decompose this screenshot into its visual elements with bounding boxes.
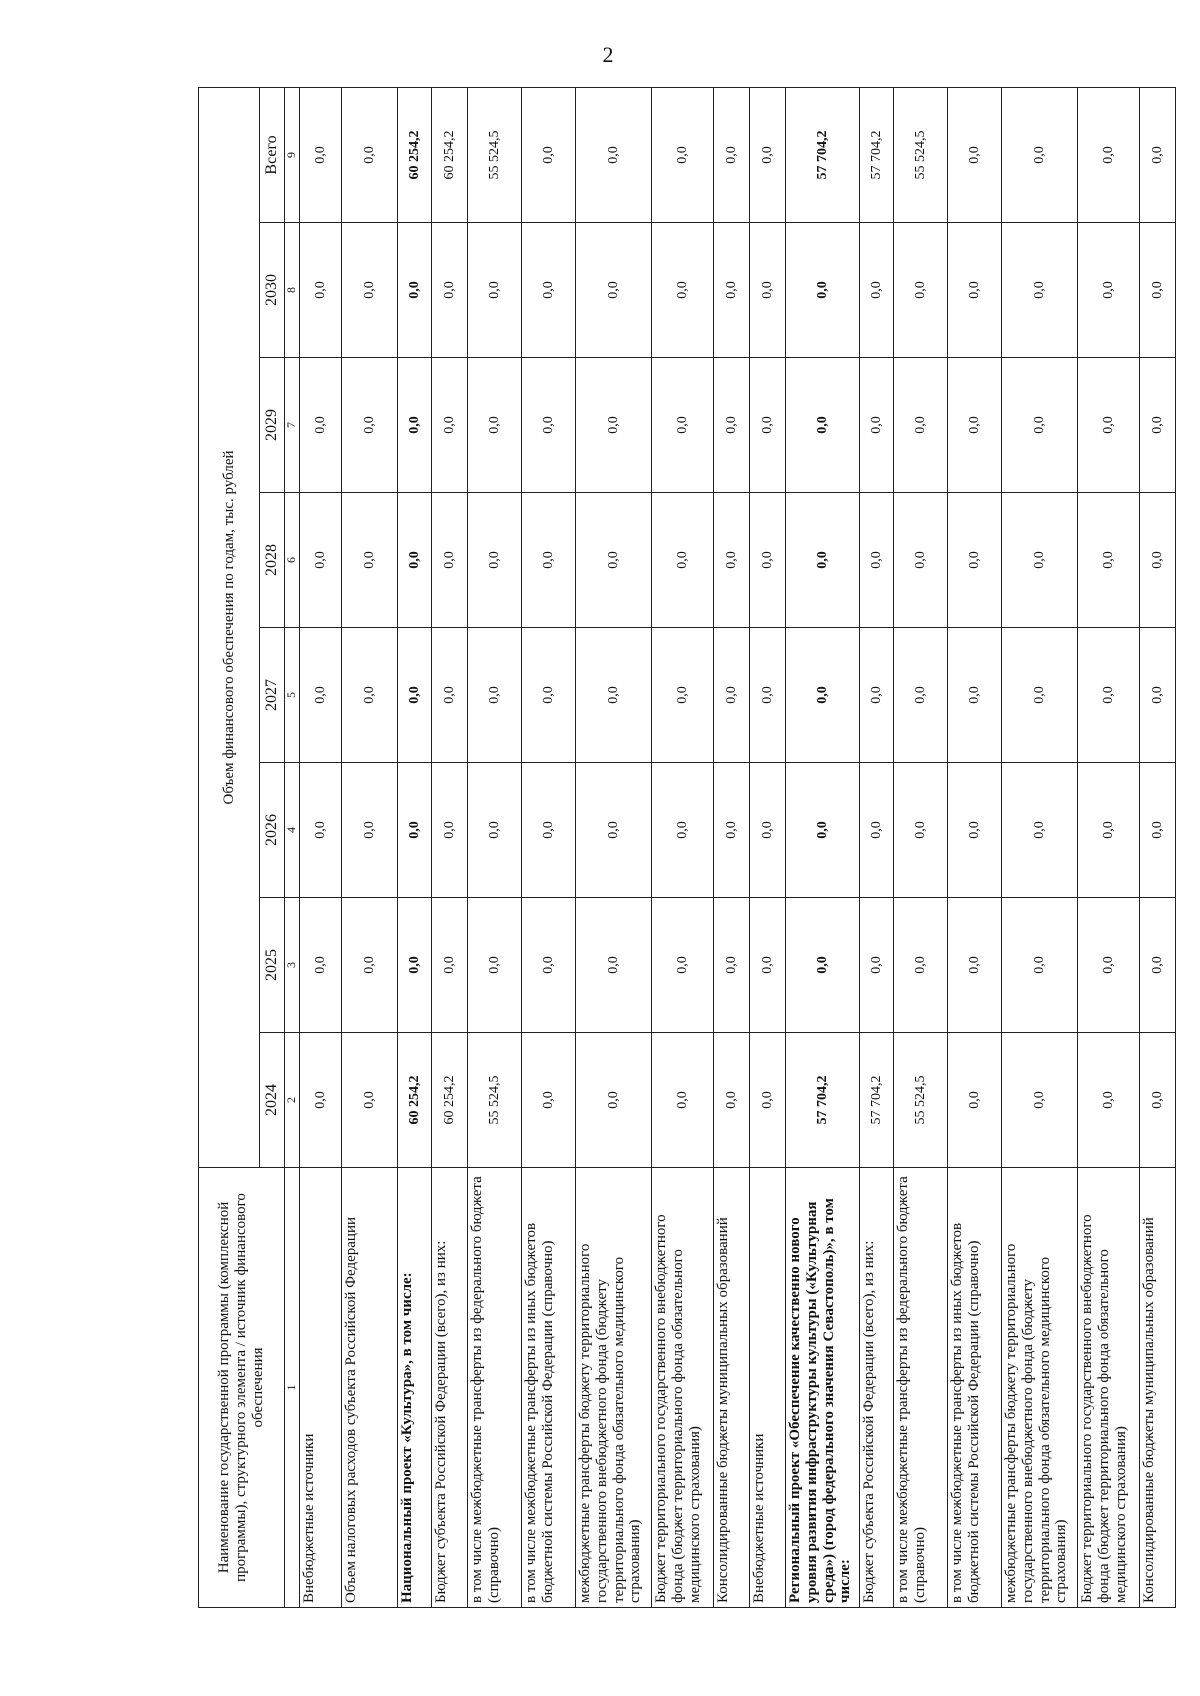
- value-cell: 0,0: [750, 763, 786, 898]
- value-cell: 0,0: [1140, 1033, 1176, 1168]
- value-cell: 0,0: [652, 358, 714, 493]
- value-cell: 0,0: [398, 763, 432, 898]
- table-row: [786, 87, 860, 1607]
- column-number: 8: [285, 223, 300, 358]
- table-row: [300, 87, 342, 1607]
- table-row: [894, 87, 948, 1607]
- value-cell: 0,0: [894, 763, 948, 898]
- header-row-1: [199, 87, 260, 1607]
- total-cell: 0,0: [522, 87, 576, 222]
- row-label: Объем налоговых расходов субъекта Российской Федерации: [342, 1168, 398, 1608]
- value-cell: 0,0: [398, 358, 432, 493]
- value-cell: 0,0: [948, 358, 1002, 493]
- value-cell: 0,0: [576, 223, 652, 358]
- total-cell: 0,0: [948, 87, 1002, 222]
- row-label: Бюджет субъекта Российской Федерации (всего), из них:: [860, 1168, 894, 1608]
- table-body: [300, 87, 1176, 1607]
- table-row: [342, 87, 398, 1607]
- table-row: [860, 87, 894, 1607]
- row-label: в том числе межбюджетные трансферты из иных бюджетов бюджетной системы Российской Федерации (справочно): [522, 1168, 576, 1608]
- table-row: [432, 87, 468, 1607]
- year-header: 2028: [260, 493, 285, 628]
- value-cell: 0,0: [750, 898, 786, 1033]
- value-cell: 0,0: [1140, 358, 1176, 493]
- value-cell: 0,0: [948, 223, 1002, 358]
- value-cell: 0,0: [342, 223, 398, 358]
- value-cell: 0,0: [714, 493, 750, 628]
- value-cell: 0,0: [652, 223, 714, 358]
- value-cell: 0,0: [750, 358, 786, 493]
- table-row: [652, 87, 714, 1607]
- total-cell: 0,0: [1078, 87, 1140, 222]
- value-cell: 0,0: [342, 358, 398, 493]
- value-cell: 0,0: [576, 493, 652, 628]
- value-cell: 0,0: [1078, 898, 1140, 1033]
- value-cell: 0,0: [750, 493, 786, 628]
- column-number: 4: [285, 763, 300, 898]
- value-cell: 57 704,2: [860, 1033, 894, 1168]
- value-cell: 0,0: [1078, 763, 1140, 898]
- value-cell: 0,0: [1002, 628, 1078, 763]
- year-header: 2025: [260, 898, 285, 1033]
- value-cell: 0,0: [300, 493, 342, 628]
- value-cell: 0,0: [786, 493, 860, 628]
- total-cell: 0,0: [1140, 87, 1176, 222]
- value-cell: 0,0: [398, 493, 432, 628]
- column-number: 9: [285, 87, 300, 222]
- value-cell: 0,0: [398, 898, 432, 1033]
- total-cell: 55 524,5: [894, 87, 948, 222]
- row-label: Консолидированные бюджеты муниципальных образований: [1140, 1168, 1176, 1608]
- value-cell: 57 704,2: [786, 1033, 860, 1168]
- value-cell: 0,0: [1140, 763, 1176, 898]
- total-cell: 0,0: [750, 87, 786, 222]
- value-cell: 0,0: [714, 223, 750, 358]
- value-cell: 0,0: [1140, 628, 1176, 763]
- value-cell: 0,0: [750, 223, 786, 358]
- value-cell: 0,0: [468, 763, 522, 898]
- value-cell: 0,0: [432, 358, 468, 493]
- value-cell: 0,0: [576, 1033, 652, 1168]
- value-cell: 60 254,2: [432, 1033, 468, 1168]
- value-cell: 0,0: [894, 223, 948, 358]
- table-row: [522, 87, 576, 1607]
- value-cell: 0,0: [652, 493, 714, 628]
- value-cell: 0,0: [300, 628, 342, 763]
- value-cell: 0,0: [1002, 493, 1078, 628]
- page-number: 2: [602, 42, 614, 67]
- value-cell: 0,0: [948, 493, 1002, 628]
- header-row-col-numbers: [285, 87, 300, 1607]
- value-cell: 0,0: [652, 898, 714, 1033]
- row-label: Внебюджетные источники: [300, 1168, 342, 1608]
- value-cell: 0,0: [522, 898, 576, 1033]
- value-cell: 0,0: [342, 898, 398, 1033]
- year-header: 2026: [260, 763, 285, 898]
- row-label: Бюджет субъекта Российской Федерации (всего), из них:: [432, 1168, 468, 1608]
- value-cell: 0,0: [576, 763, 652, 898]
- value-cell: 0,0: [576, 358, 652, 493]
- row-label: Бюджет территориального государственного внебюджетного фонда (бюджет территориального фонда обязательного медицинского страхования): [1078, 1168, 1140, 1608]
- value-cell: 0,0: [1078, 493, 1140, 628]
- row-label: Консолидированные бюджеты муниципальных образований: [714, 1168, 750, 1608]
- total-header: Всего: [260, 87, 285, 222]
- value-cell: 55 524,5: [468, 1033, 522, 1168]
- value-cell: 0,0: [652, 628, 714, 763]
- column-number: 6: [285, 493, 300, 628]
- value-cell: 0,0: [948, 628, 1002, 763]
- value-cell: 0,0: [522, 223, 576, 358]
- row-label: межбюджетные трансферты бюджету территориального государственного внебюджетного фонда (бюджету территориального фонда обязательного медицинского страхования): [1002, 1168, 1078, 1608]
- value-cell: 0,0: [786, 358, 860, 493]
- total-cell: 0,0: [576, 87, 652, 222]
- value-cell: 0,0: [432, 763, 468, 898]
- value-cell: 0,0: [860, 358, 894, 493]
- value-cell: 0,0: [1002, 223, 1078, 358]
- row-label: в том числе межбюджетные трансферты из иных бюджетов бюджетной системы Российской Федерации (справочно): [948, 1168, 1002, 1608]
- table-row: [576, 87, 652, 1607]
- value-cell: 0,0: [860, 223, 894, 358]
- total-cell: 0,0: [300, 87, 342, 222]
- value-cell: 0,0: [860, 493, 894, 628]
- value-cell: 0,0: [860, 628, 894, 763]
- value-cell: 0,0: [948, 1033, 1002, 1168]
- row-label: Внебюджетные источники: [750, 1168, 786, 1608]
- value-cell: 0,0: [468, 628, 522, 763]
- table-row: [948, 87, 1002, 1607]
- value-cell: 0,0: [1140, 898, 1176, 1033]
- value-cell: 0,0: [432, 223, 468, 358]
- value-cell: 0,0: [576, 898, 652, 1033]
- value-cell: 0,0: [860, 763, 894, 898]
- value-cell: 0,0: [1078, 628, 1140, 763]
- value-cell: 0,0: [300, 898, 342, 1033]
- value-cell: 0,0: [522, 1033, 576, 1168]
- value-cell: 0,0: [652, 1033, 714, 1168]
- value-cell: 0,0: [750, 1033, 786, 1168]
- table-row: [750, 87, 786, 1607]
- value-cell: 0,0: [342, 1033, 398, 1168]
- value-cell: 0,0: [786, 628, 860, 763]
- table-row: [1078, 87, 1140, 1607]
- row-label: в том числе межбюджетные трансферты из федерального бюджета (справочно): [468, 1168, 522, 1608]
- column-number: 1: [285, 1168, 300, 1608]
- value-cell: 0,0: [300, 358, 342, 493]
- table-row: [468, 87, 522, 1607]
- value-cell: 0,0: [300, 763, 342, 898]
- total-cell: 0,0: [652, 87, 714, 222]
- value-cell: 0,0: [1002, 1033, 1078, 1168]
- total-cell: 60 254,2: [398, 87, 432, 222]
- value-cell: 0,0: [714, 628, 750, 763]
- value-cell: 0,0: [894, 898, 948, 1033]
- row-label: в том числе межбюджетные трансферты из федерального бюджета (справочно): [894, 1168, 948, 1608]
- value-cell: 0,0: [714, 763, 750, 898]
- value-cell: 0,0: [468, 358, 522, 493]
- value-cell: 0,0: [1140, 223, 1176, 358]
- value-cell: 0,0: [300, 223, 342, 358]
- value-cell: 60 254,2: [398, 1033, 432, 1168]
- value-cell: 0,0: [786, 223, 860, 358]
- row-label: Бюджет территориального государственного внебюджетного фонда (бюджет территориального фонда обязательного медицинского страхования): [652, 1168, 714, 1608]
- value-cell: 0,0: [714, 898, 750, 1033]
- value-cell: 0,0: [1002, 763, 1078, 898]
- value-cell: 0,0: [522, 628, 576, 763]
- value-cell: 0,0: [522, 358, 576, 493]
- name-column-header: Наименование государственной программы (комплексной программы), структурного элемента / источник финансового обеспечения: [199, 1168, 285, 1608]
- column-number: 2: [285, 1033, 300, 1168]
- year-header: 2024: [260, 1033, 285, 1168]
- rotated-table-wrapper: [198, 88, 1165, 1608]
- value-cell: 0,0: [1140, 493, 1176, 628]
- value-cell: 0,0: [786, 898, 860, 1033]
- value-cell: 0,0: [468, 898, 522, 1033]
- total-cell: 0,0: [714, 87, 750, 222]
- row-label: Региональный проект «Обеспечение качественно нового уровня развития инфраструктуры культуры («Культурная среда») (город федерального значения Севастополь)», в том числе:: [786, 1168, 860, 1608]
- column-number: 5: [285, 628, 300, 763]
- table-row: [1002, 87, 1078, 1607]
- value-cell: 0,0: [714, 1033, 750, 1168]
- value-cell: 0,0: [714, 358, 750, 493]
- value-cell: 0,0: [342, 628, 398, 763]
- value-cell: 0,0: [1002, 358, 1078, 493]
- value-cell: 0,0: [1002, 898, 1078, 1033]
- value-cell: 0,0: [576, 628, 652, 763]
- value-cell: 0,0: [948, 898, 1002, 1033]
- value-cell: 0,0: [750, 628, 786, 763]
- row-label: межбюджетные трансферты бюджету территориального государственного внебюджетного фонда (бюджету территориального фонда обязательного медицинского страхования): [576, 1168, 652, 1608]
- value-cell: 55 524,5: [894, 1033, 948, 1168]
- column-number: 7: [285, 358, 300, 493]
- value-cell: 0,0: [652, 763, 714, 898]
- total-cell: 0,0: [1002, 87, 1078, 222]
- value-cell: 0,0: [342, 763, 398, 898]
- value-cell: 0,0: [468, 223, 522, 358]
- value-cell: 0,0: [860, 898, 894, 1033]
- value-cell: 0,0: [1078, 223, 1140, 358]
- table-row: [1140, 87, 1176, 1607]
- value-cell: 0,0: [786, 763, 860, 898]
- value-cell: 0,0: [948, 763, 1002, 898]
- value-cell: 0,0: [432, 493, 468, 628]
- total-cell: 57 704,2: [786, 87, 860, 222]
- value-cell: 0,0: [1078, 1033, 1140, 1168]
- value-cell: 0,0: [432, 628, 468, 763]
- value-cell: 0,0: [522, 763, 576, 898]
- value-cell: 0,0: [432, 898, 468, 1033]
- value-cell: 0,0: [894, 493, 948, 628]
- total-cell: 0,0: [342, 87, 398, 222]
- year-header: 2029: [260, 358, 285, 493]
- financing-group-header: Объем финансового обеспечения по годам, тыс. рублей: [199, 87, 260, 1167]
- row-label: Национальный проект «Культура», в том числе:: [398, 1168, 432, 1608]
- table-row: [714, 87, 750, 1607]
- value-cell: 0,0: [894, 358, 948, 493]
- total-cell: 57 704,2: [860, 87, 894, 222]
- value-cell: 0,0: [398, 628, 432, 763]
- value-cell: 0,0: [342, 493, 398, 628]
- total-cell: 60 254,2: [432, 87, 468, 222]
- value-cell: 0,0: [398, 223, 432, 358]
- value-cell: 0,0: [1078, 358, 1140, 493]
- financing-table: [198, 87, 1176, 1608]
- value-cell: 0,0: [468, 493, 522, 628]
- year-header: 2027: [260, 628, 285, 763]
- column-number: 3: [285, 898, 300, 1033]
- value-cell: 0,0: [894, 628, 948, 763]
- value-cell: 0,0: [300, 1033, 342, 1168]
- total-cell: 55 524,5: [468, 87, 522, 222]
- year-header: 2030: [260, 223, 285, 358]
- value-cell: 0,0: [522, 493, 576, 628]
- table-row: [398, 87, 432, 1607]
